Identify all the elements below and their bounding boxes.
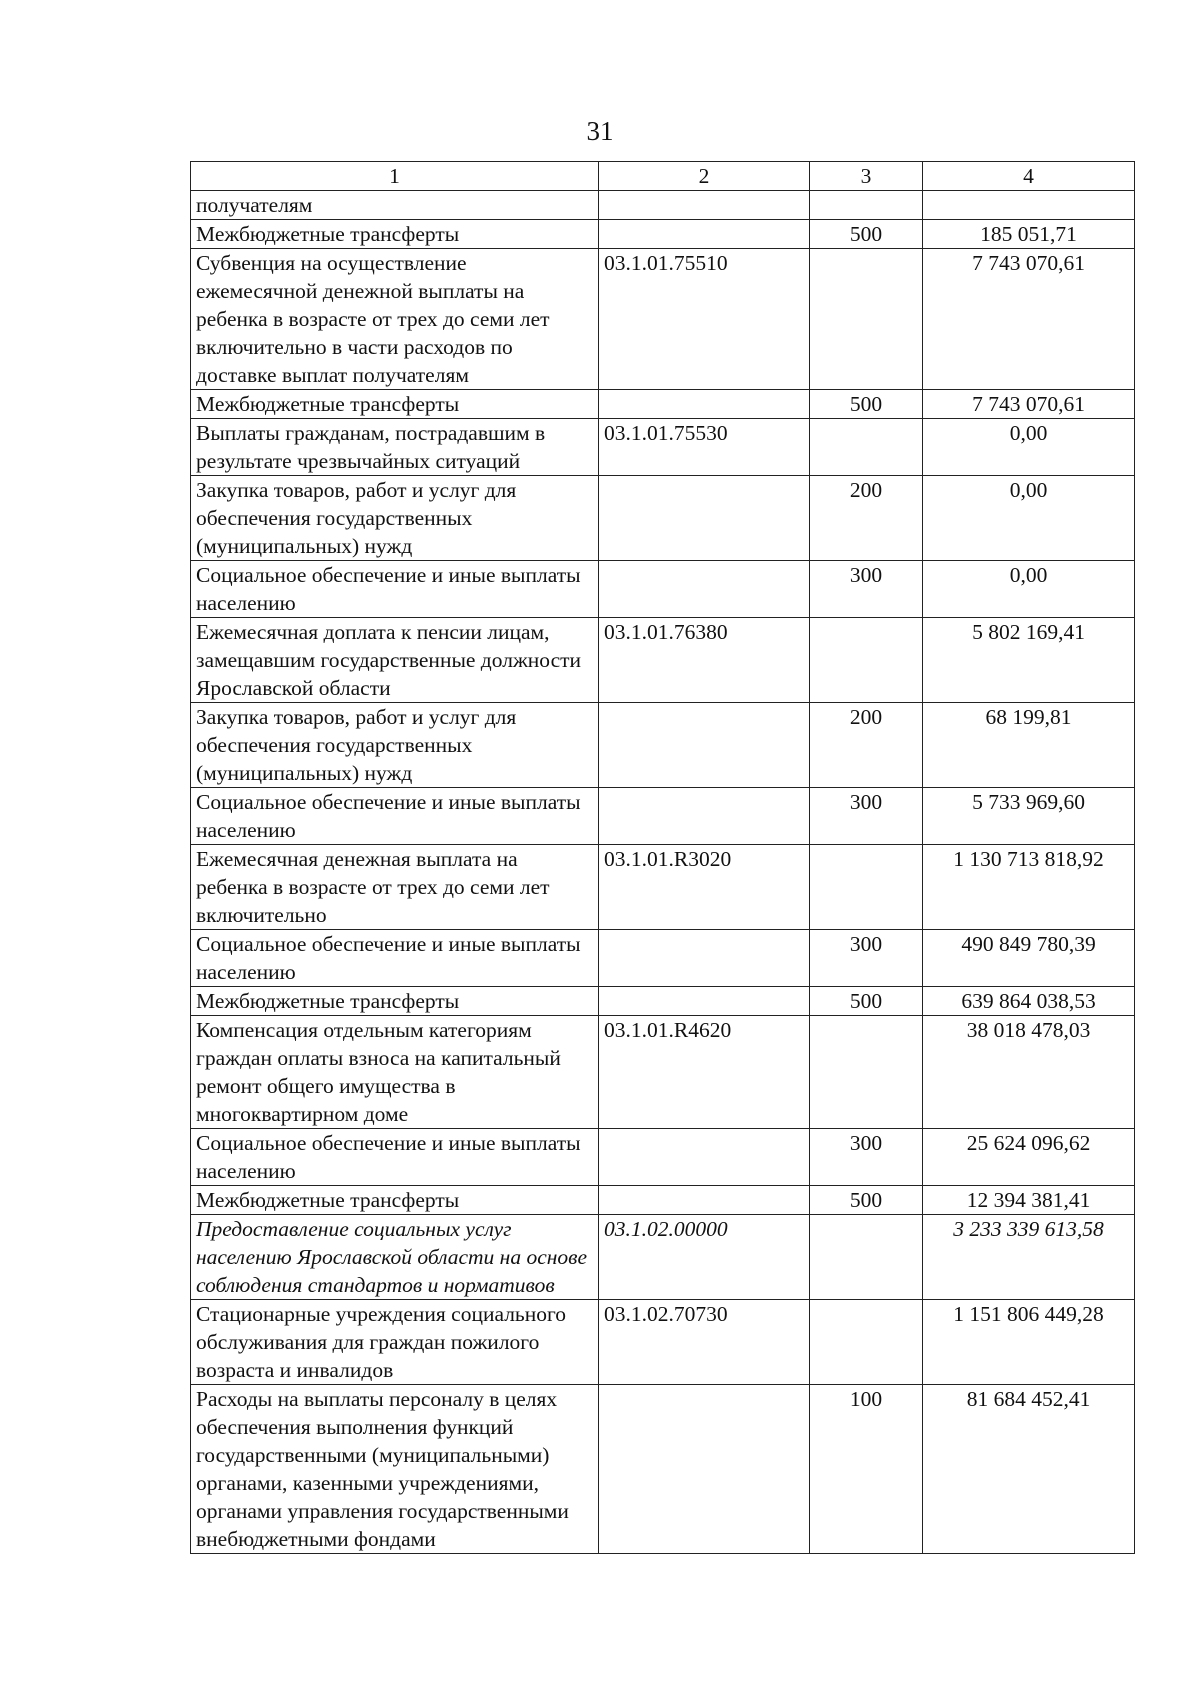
row-name-cell: Предоставление социальных услуг населению Ярославской области на основе соблюдения стандартов и нормативов bbox=[191, 1215, 599, 1300]
row-code-cell: 03.1.01.75510 bbox=[599, 249, 810, 390]
row-amount-cell: 0,00 bbox=[923, 561, 1135, 618]
row-amount-cell: 1 151 806 449,28 bbox=[923, 1300, 1135, 1385]
row-name-cell: Межбюджетные трансферты bbox=[191, 220, 599, 249]
row-amount-cell: 7 743 070,61 bbox=[923, 249, 1135, 390]
row-code-cell: 03.1.01.R4620 bbox=[599, 1016, 810, 1129]
table-row bbox=[191, 618, 1135, 703]
row-code-cell: 03.1.02.70730 bbox=[599, 1300, 810, 1385]
column-header-4: 4 bbox=[923, 162, 1135, 191]
row-type-cell: 200 bbox=[810, 703, 923, 788]
table-row bbox=[191, 1016, 1135, 1129]
table-row bbox=[191, 249, 1135, 390]
table-row bbox=[191, 703, 1135, 788]
row-code-cell bbox=[599, 930, 810, 987]
row-code-cell: 03.1.01.75530 bbox=[599, 419, 810, 476]
row-code-cell bbox=[599, 476, 810, 561]
table-row bbox=[191, 220, 1135, 249]
row-type-cell: 500 bbox=[810, 220, 923, 249]
row-amount-cell: 38 018 478,03 bbox=[923, 1016, 1135, 1129]
row-type-cell: 100 bbox=[810, 1385, 923, 1554]
row-code-cell bbox=[599, 987, 810, 1016]
row-code-cell bbox=[599, 220, 810, 249]
row-name-cell: Субвенция на осуществление ежемесячной денежной выплаты на ребенка в возрасте от трех до семи лет включительно в части расходов по доставке выплат получателям bbox=[191, 249, 599, 390]
row-name-cell: Социальное обеспечение и иные выплаты населению bbox=[191, 561, 599, 618]
row-type-cell: 300 bbox=[810, 788, 923, 845]
table-row bbox=[191, 1300, 1135, 1385]
table-row bbox=[191, 476, 1135, 561]
table-row bbox=[191, 1215, 1135, 1300]
row-code-cell bbox=[599, 191, 810, 220]
row-code-cell bbox=[599, 1186, 810, 1215]
row-type-cell: 300 bbox=[810, 561, 923, 618]
table-row bbox=[191, 390, 1135, 419]
row-name-cell: Ежемесячная доплата к пенсии лицам, замещавшим государственные должности Ярославской области bbox=[191, 618, 599, 703]
row-code-cell bbox=[599, 703, 810, 788]
table-row bbox=[191, 191, 1135, 220]
row-amount-cell: 185 051,71 bbox=[923, 220, 1135, 249]
column-header-1: 1 bbox=[191, 162, 599, 191]
row-name-cell: Стационарные учреждения социального обслуживания для граждан пожилого возраста и инвалидов bbox=[191, 1300, 599, 1385]
row-type-cell bbox=[810, 618, 923, 703]
table-row bbox=[191, 1186, 1135, 1215]
row-amount-cell: 490 849 780,39 bbox=[923, 930, 1135, 987]
row-amount-cell: 25 624 096,62 bbox=[923, 1129, 1135, 1186]
table-body bbox=[191, 191, 1135, 1554]
row-name-cell: Ежемесячная денежная выплата на ребенка в возрасте от трех до семи лет включительно bbox=[191, 845, 599, 930]
row-type-cell: 500 bbox=[810, 390, 923, 419]
row-type-cell: 500 bbox=[810, 987, 923, 1016]
row-type-cell: 300 bbox=[810, 1129, 923, 1186]
row-amount-cell: 5 802 169,41 bbox=[923, 618, 1135, 703]
table-row bbox=[191, 1129, 1135, 1186]
row-name-cell: Социальное обеспечение и иные выплаты населению bbox=[191, 930, 599, 987]
row-type-cell bbox=[810, 249, 923, 390]
table-row bbox=[191, 561, 1135, 618]
table-row bbox=[191, 987, 1135, 1016]
row-name-cell: Закупка товаров, работ и услуг для обеспечения государственных (муниципальных) нужд bbox=[191, 703, 599, 788]
row-type-cell: 200 bbox=[810, 476, 923, 561]
row-code-cell: 03.1.02.00000 bbox=[599, 1215, 810, 1300]
row-type-cell: 500 bbox=[810, 1186, 923, 1215]
row-name-cell: Социальное обеспечение и иные выплаты населению bbox=[191, 788, 599, 845]
header-row bbox=[191, 162, 1135, 191]
column-header-2: 2 bbox=[599, 162, 810, 191]
row-code-cell bbox=[599, 561, 810, 618]
row-name-cell: Социальное обеспечение и иные выплаты населению bbox=[191, 1129, 599, 1186]
row-amount-cell: 81 684 452,41 bbox=[923, 1385, 1135, 1554]
row-code-cell bbox=[599, 788, 810, 845]
row-type-cell bbox=[810, 191, 923, 220]
row-name-cell: Выплаты гражданам, пострадавшим в результате чрезвычайных ситуаций bbox=[191, 419, 599, 476]
row-amount-cell: 1 130 713 818,92 bbox=[923, 845, 1135, 930]
row-code-cell: 03.1.01.76380 bbox=[599, 618, 810, 703]
row-type-cell: 300 bbox=[810, 930, 923, 987]
table-row bbox=[191, 845, 1135, 930]
row-code-cell bbox=[599, 390, 810, 419]
table-row bbox=[191, 419, 1135, 476]
row-name-cell: Межбюджетные трансферты bbox=[191, 1186, 599, 1215]
row-name-cell: Межбюджетные трансферты bbox=[191, 390, 599, 419]
row-amount-cell: 3 233 339 613,58 bbox=[923, 1215, 1135, 1300]
row-code-cell bbox=[599, 1129, 810, 1186]
row-type-cell bbox=[810, 419, 923, 476]
row-amount-cell: 0,00 bbox=[923, 476, 1135, 561]
row-name-cell: Расходы на выплаты персоналу в целях обеспечения выполнения функций государственными (муниципальными) органами, казенными учреждениями, органами управления государственными внебюджетными фондами bbox=[191, 1385, 599, 1554]
row-type-cell bbox=[810, 845, 923, 930]
row-type-cell bbox=[810, 1300, 923, 1385]
table-row bbox=[191, 930, 1135, 987]
row-code-cell: 03.1.01.R3020 bbox=[599, 845, 810, 930]
row-type-cell bbox=[810, 1016, 923, 1129]
row-amount-cell: 7 743 070,61 bbox=[923, 390, 1135, 419]
column-header-3: 3 bbox=[810, 162, 923, 191]
table-row bbox=[191, 1385, 1135, 1554]
row-amount-cell: 12 394 381,41 bbox=[923, 1186, 1135, 1215]
page-number: 31 bbox=[586, 116, 614, 146]
row-type-cell bbox=[810, 1215, 923, 1300]
row-name-cell: получателям bbox=[191, 191, 599, 220]
row-amount-cell: 0,00 bbox=[923, 419, 1135, 476]
row-amount-cell bbox=[923, 191, 1135, 220]
table-row bbox=[191, 788, 1135, 845]
row-name-cell: Компенсация отдельным категориям граждан оплаты взноса на капитальный ремонт общего имущества в многоквартирном доме bbox=[191, 1016, 599, 1129]
row-amount-cell: 5 733 969,60 bbox=[923, 788, 1135, 845]
row-amount-cell: 68 199,81 bbox=[923, 703, 1135, 788]
row-name-cell: Межбюджетные трансферты bbox=[191, 987, 599, 1016]
budget-table bbox=[190, 161, 1135, 1554]
row-code-cell bbox=[599, 1385, 810, 1554]
row-amount-cell: 639 864 038,53 bbox=[923, 987, 1135, 1016]
row-name-cell: Закупка товаров, работ и услуг для обеспечения государственных (муниципальных) нужд bbox=[191, 476, 599, 561]
